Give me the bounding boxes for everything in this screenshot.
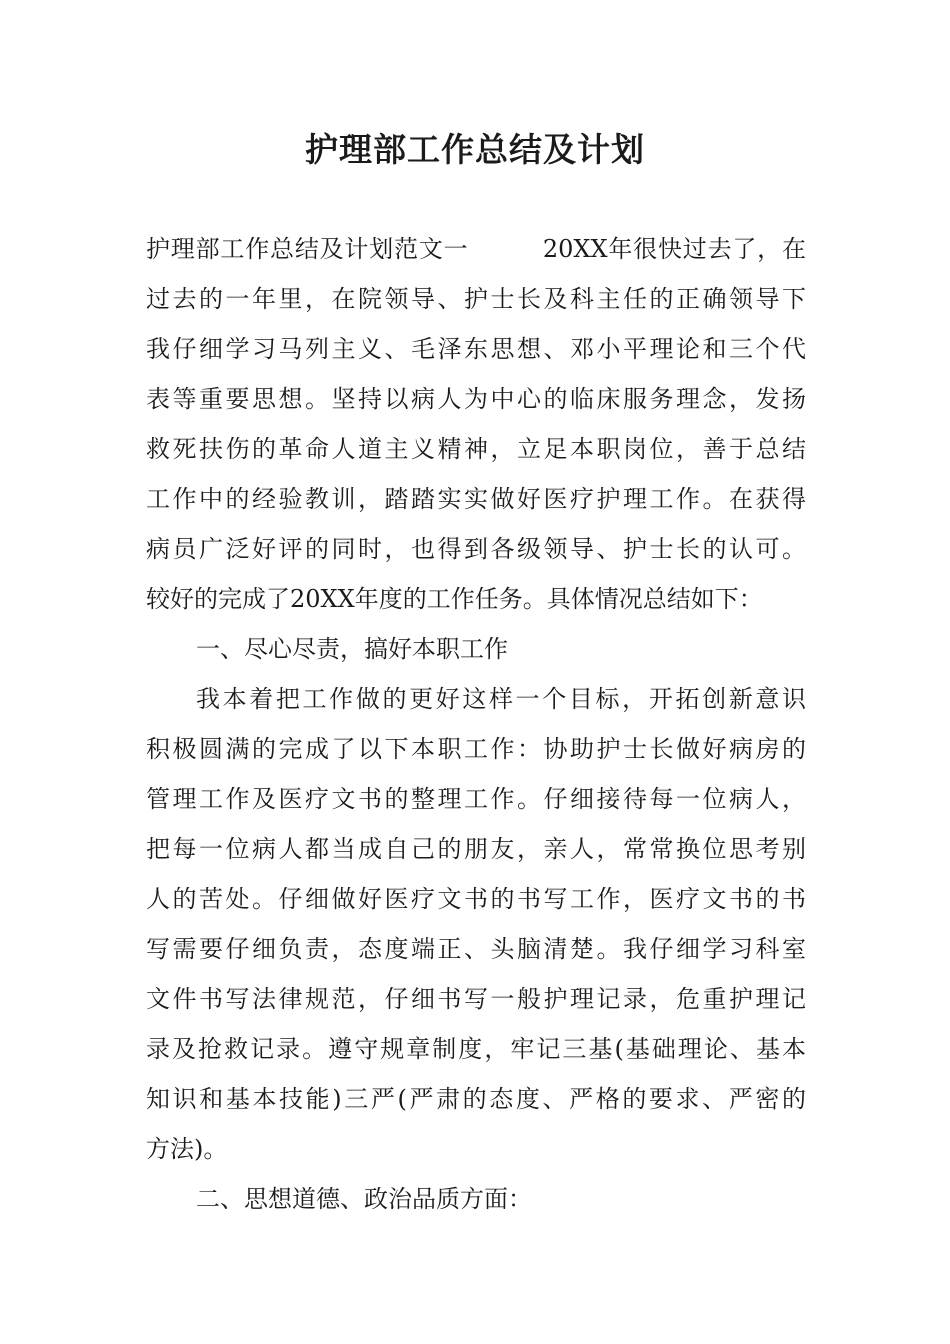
body-line: 人的苦处。仔细做好医疗文书的书写工作，医疗文书的书 [146,885,806,913]
body-line: 护理部工作总结及计划范文一 20XX年很快过去了，在 [146,235,806,263]
section-heading-2: 二、思想道德、政治品质方面： [196,1185,532,1213]
body-line: 积极圆满的完成了以下本职工作：协助护士长做好病房的 [146,735,806,763]
body-line: 我本着把工作做的更好这样一个目标，开拓创新意识 [196,685,806,713]
body-line: 知识和基本技能)三严(严肃的态度、严格的要求、严密的 [146,1085,806,1113]
body-line: 病员广泛好评的同时，也得到各级领导、护士长的认可。 [146,535,806,563]
body-line: 过去的一年里，在院领导、护士长及科主任的正确领导下 [146,285,806,313]
body-line: 录及抢救记录。遵守规章制度，牢记三基(基础理论、基本 [146,1035,806,1063]
document-title: 护理部工作总结及计划 [305,130,645,169]
section-heading-1: 一、尽心尽责，搞好本职工作 [196,635,508,663]
body-line: 把每一位病人都当成自己的朋友，亲人，常常换位思考别 [146,835,806,863]
body-line: 管理工作及医疗文书的整理工作。仔细接待每一位病人， [146,785,806,813]
body-line: 表等重要思想。坚持以病人为中心的临床服务理念，发扬 [146,385,806,413]
body-line: 写需要仔细负责，态度端正、头脑清楚。我仔细学习科室 [146,935,806,963]
body-line: 方法)。 [146,1135,228,1163]
body-line: 工作中的经验教训，踏踏实实做好医疗护理工作。在获得 [146,485,806,513]
document-body [146,224,806,1224]
body-line: 文件书写法律规范，仔细书写一般护理记录，危重护理记 [146,985,806,1013]
body-line: 救死扶伤的革命人道主义精神，立足本职岗位，善于总结 [146,435,806,463]
body-line: 较好的完成了20XX年度的工作任务。具体情况总结如下： [146,585,763,613]
body-line: 我仔细学习马列主义、毛泽东思想、邓小平理论和三个代 [146,335,806,363]
